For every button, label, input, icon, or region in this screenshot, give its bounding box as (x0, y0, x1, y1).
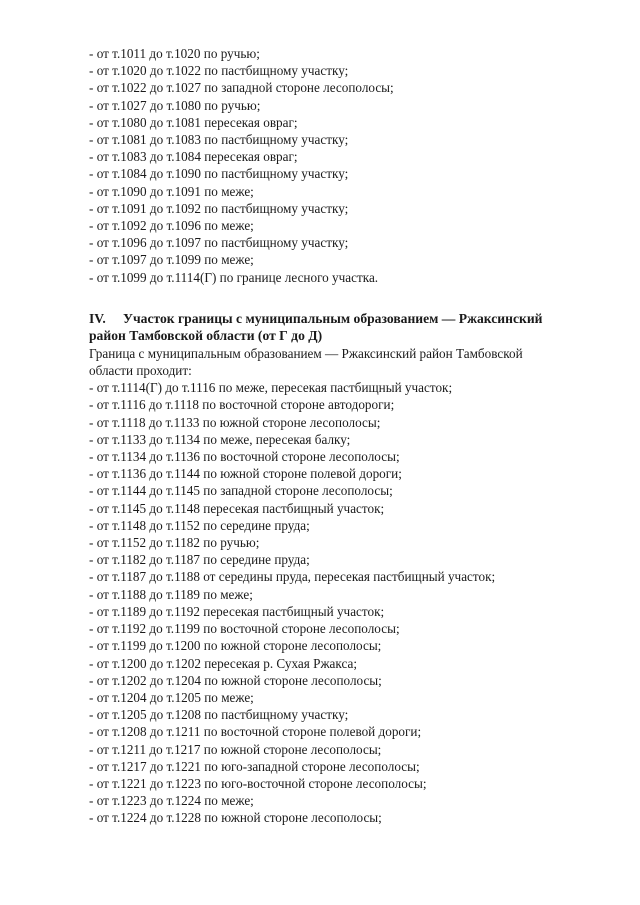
list-item: - от т.1221 до т.1223 по юго-восточной стороне лесополосы; (89, 775, 427, 791)
list-item: - от т.1116 до т.1118 по восточной стороне автодороги; (89, 397, 395, 413)
section-title-line2: район Тамбовской области (от Г до Д) (89, 328, 323, 344)
list-item: - от т.1081 до т.1083 по пастбищному участку; (89, 132, 349, 148)
list-item: - от т.1114(Г) до т.1116 по меже, пересекая пастбищный участок; (89, 380, 453, 396)
document-page (89, 45, 609, 827)
list-item: - от т.1090 до т.1091 по меже; (89, 183, 254, 199)
list-item: - от т.1022 до т.1027 по западной стороне лесополосы; (89, 80, 394, 96)
list-item: - от т.1188 до т.1189 по меже; (89, 586, 253, 602)
list-item: - от т.1204 до т.1205 по меже; (89, 689, 254, 705)
list-item: - от т.1152 до т.1182 по ручью; (89, 535, 260, 551)
list-item: - от т.1148 до т.1152 по середине пруда; (89, 517, 310, 533)
list-item: - от т.1091 до т.1092 по пастбищному участку; (89, 200, 349, 216)
section-heading (89, 310, 609, 328)
section-title-line1: Участок границы с муниципальным образованием — Ржаксинский (123, 310, 543, 326)
list-item: - от т.1144 до т.1145 по западной стороне лесополосы; (89, 483, 393, 499)
list-item: - от т.1223 до т.1224 по меже; (89, 793, 254, 809)
list-item: - от т.1202 до т.1204 по южной стороне лесополосы; (89, 672, 382, 688)
section-gap (89, 286, 609, 310)
list-item: - от т.1020 до т.1022 по пастбищному участку; (89, 63, 349, 79)
list-item: - от т.1208 до т.1211 по восточной стороне полевой дороги; (89, 724, 422, 740)
list-item: - от т.1217 до т.1221 по юго-западной стороне лесополосы; (89, 758, 420, 774)
list-item: - от т.1187 до т.1188 от середины пруда, пересекая пастбищный участок; (89, 569, 496, 585)
list-item: - от т.1192 до т.1199 по восточной стороне лесополосы; (89, 621, 400, 637)
list-item: - от т.1199 до т.1200 по южной стороне лесополосы; (89, 638, 382, 654)
list-item: - от т.1092 до т.1096 по меже; (89, 218, 254, 234)
list-item: - от т.1182 до т.1187 по середине пруда; (89, 552, 310, 568)
list-item: - от т.1200 до т.1202 пересекая р. Сухая Ржакса; (89, 655, 358, 671)
list-item: - от т.1189 до т.1192 пересекая пастбищный участок; (89, 603, 385, 619)
boundary-list-top (89, 45, 609, 286)
list-item: - от т.1136 до т.1144 по южной стороне полевой дороги; (89, 466, 402, 482)
list-item: - от т.1080 до т.1081 пересекая овраг; (89, 114, 298, 130)
boundary-list-bottom (89, 379, 609, 826)
intro-line1: Граница с муниципальным образованием — Ржаксинский район Тамбовской (89, 345, 523, 361)
section-number: IV. (89, 310, 106, 326)
list-item: - от т.1224 до т.1228 по южной стороне лесополосы; (89, 810, 382, 826)
list-item: - от т.1084 до т.1090 по пастбищному участку; (89, 166, 349, 182)
list-item: - от т.1027 до т.1080 по ручью; (89, 97, 261, 113)
list-item: - от т.1205 до т.1208 по пастбищному участку; (89, 707, 349, 723)
intro-line2: области проходит: (89, 363, 192, 379)
list-item: - от т.1118 до т.1133 по южной стороне лесополосы; (89, 414, 381, 430)
list-item: - от т.1096 до т.1097 по пастбищному участку; (89, 235, 349, 251)
list-item: - от т.1011 до т.1020 по ручью; (89, 46, 260, 61)
list-item: - от т.1145 до т.1148 пересекая пастбищный участок; (89, 500, 385, 516)
list-item: - от т.1211 до т.1217 по южной стороне лесополосы; (89, 741, 382, 757)
list-item: - от т.1083 до т.1084 пересекая овраг; (89, 149, 298, 165)
list-item: - от т.1097 до т.1099 по меже; (89, 252, 254, 268)
list-item: - от т.1134 до т.1136 по восточной стороне лесополосы; (89, 449, 400, 465)
list-item: - от т.1099 до т.1114(Г) по границе лесного участка. (89, 269, 379, 285)
list-item: - от т.1133 до т.1134 по меже, пересекая балку; (89, 431, 351, 447)
